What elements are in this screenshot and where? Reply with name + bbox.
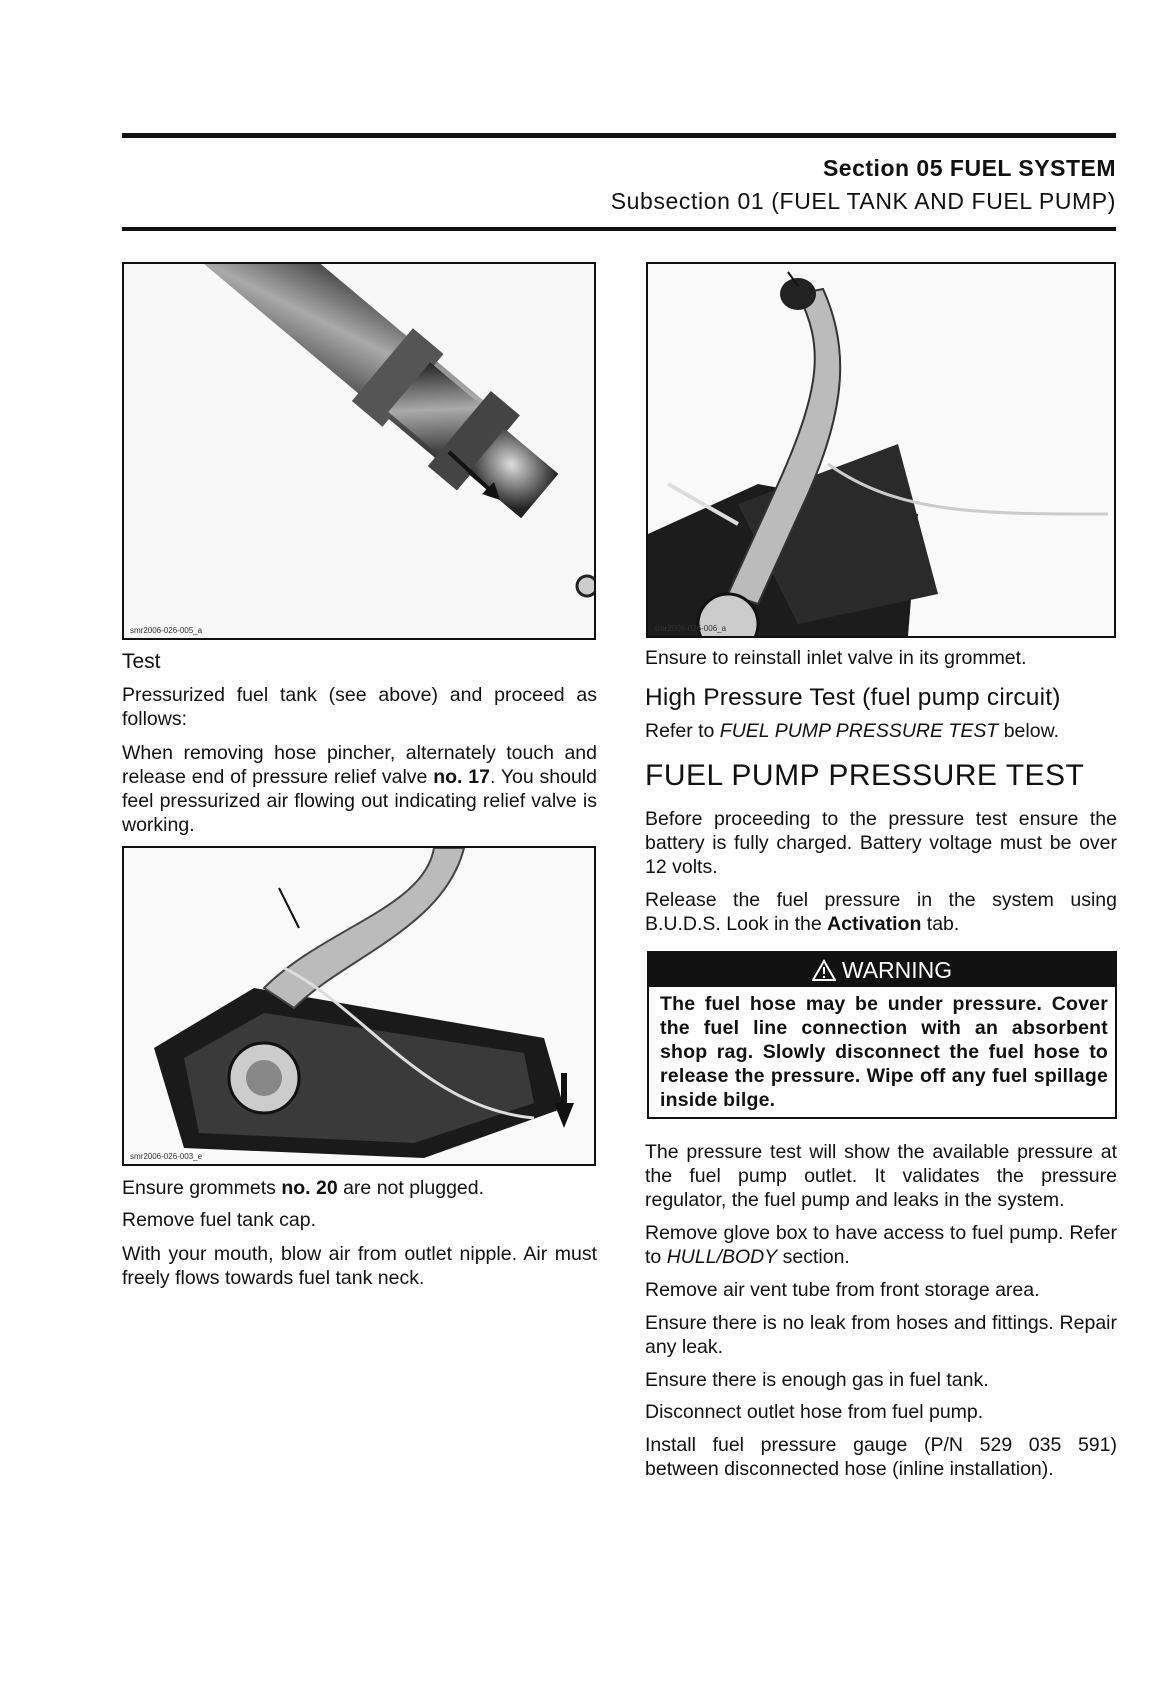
left-column-upper bbox=[122, 650, 597, 837]
right-paragraph: Ensure to reinstall inlet valve in its grommet. bbox=[645, 647, 1027, 669]
right-column bbox=[645, 646, 1117, 936]
figure-fuel-tank bbox=[122, 846, 596, 1166]
right-paragraph: Release the fuel pressure in the system using B.U.D.S. Look in the Activation tab. bbox=[645, 889, 1117, 935]
right-paragraph: Install fuel pressure gauge (P/N 529 035 591) between disconnected hose (inline installation). bbox=[645, 1434, 1117, 1480]
high-pressure-heading: High Pressure Test (fuel pump circuit) bbox=[645, 684, 1061, 711]
figure-id: smr2006-026-003_e bbox=[130, 1152, 203, 1161]
warning-text: The fuel hose may be under pressure. Cover the fuel line connection with an absorbent shop rag. Slowly disconnect the fuel hose to release the pressure. Wipe off any fuel spillage inside bilge. bbox=[660, 993, 1108, 1111]
fuel-tank-photo bbox=[124, 848, 594, 1164]
main-heading: FUEL PUMP PRESSURE TEST bbox=[645, 759, 1085, 792]
subsection-title: Subsection 01 (FUEL TANK AND FUEL PUMP) bbox=[610, 188, 1116, 214]
right-paragraph: The pressure test will show the available pressure at the fuel pump outlet. It validates the pressure regulator, the fuel pump and leaks in the system. bbox=[645, 1141, 1117, 1211]
header-top-rule bbox=[122, 133, 1116, 138]
warning-title: WARNING bbox=[841, 957, 953, 983]
right-paragraph: Disconnect outlet hose from fuel pump. bbox=[645, 1401, 984, 1423]
figure-inlet-valve bbox=[646, 262, 1116, 638]
warning-box bbox=[647, 951, 1117, 1119]
left-paragraph: Pressurized fuel tank (see above) and proceed as follows: bbox=[122, 684, 597, 730]
test-heading: Test bbox=[122, 650, 161, 673]
relief-valve-photo bbox=[124, 264, 594, 638]
right-paragraph: Refer to FUEL PUMP PRESSURE TEST below. bbox=[645, 720, 1059, 742]
left-paragraph: Ensure grommets no. 20 are not plugged. bbox=[122, 1177, 485, 1199]
section-title: Section 05 FUEL SYSTEM bbox=[822, 155, 1116, 181]
left-column-lower bbox=[122, 1176, 597, 1290]
warning-triangle-icon bbox=[812, 959, 836, 981]
right-paragraph: Ensure there is enough gas in fuel tank. bbox=[645, 1369, 989, 1391]
left-paragraph: When removing hose pincher, alternately touch and release end of pressure relief valve no. 17. You should feel pressurized air flowing out indicating relief valve is working. bbox=[122, 742, 597, 836]
right-paragraph: Ensure there is no leak from hoses and fittings. Repair any leak. bbox=[645, 1312, 1117, 1358]
right-paragraph: Remove air vent tube from front storage area. bbox=[645, 1279, 1040, 1301]
figure-id: smr2006-026-005_a bbox=[130, 626, 203, 635]
left-paragraph: With your mouth, blow air from outlet nipple. Air must freely flows towards fuel tank neck. bbox=[122, 1243, 597, 1289]
figure-relief-valve bbox=[122, 262, 596, 640]
header-bottom-rule bbox=[122, 227, 1116, 231]
left-paragraph: Remove fuel tank cap. bbox=[122, 1209, 317, 1231]
right-paragraph: Before proceeding to the pressure test ensure the battery is fully charged. Battery voltage must be over 12 volts. bbox=[645, 808, 1117, 878]
warning-title-bar bbox=[649, 953, 1115, 987]
right-paragraph: Remove glove box to have access to fuel pump. Refer to HULL/BODY section. bbox=[645, 1222, 1117, 1268]
inlet-valve-photo bbox=[648, 264, 1114, 636]
figure-id: smr2006-026-006_a bbox=[654, 624, 727, 633]
right-column-lower bbox=[645, 1140, 1117, 1481]
